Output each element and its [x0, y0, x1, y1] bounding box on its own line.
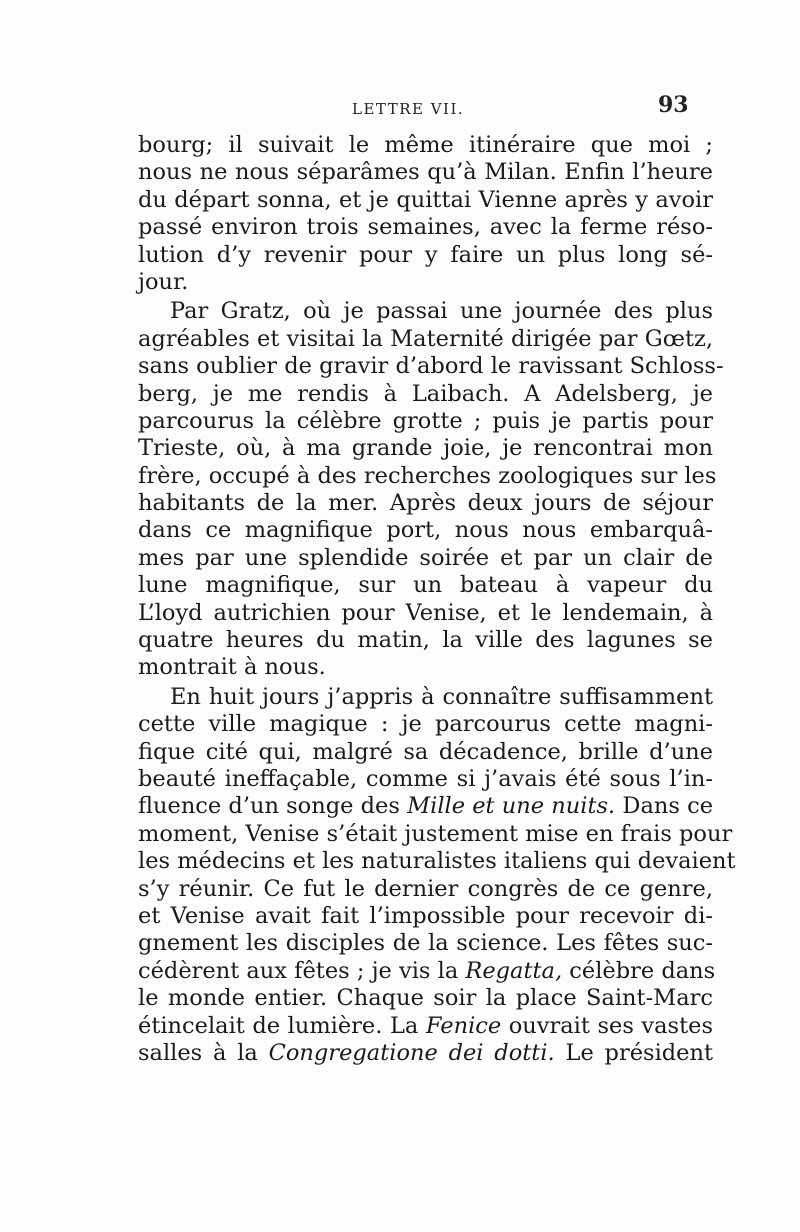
text-line: beauté ineffaçable, comme si j’avais été sous l’in- [138, 765, 713, 792]
text-line: le monde entier. Chaque soir la place Saint-Marc [138, 985, 713, 1012]
text-line: agréables et visitai la Maternité dirigée par Gœtz, [138, 325, 713, 352]
text-line [138, 1040, 713, 1067]
page-number: 93 [658, 92, 689, 118]
text-span: salles à la [138, 1039, 258, 1066]
text-line: passé environ trois semaines, avec la ferme réso- [138, 214, 713, 241]
text-line: du départ sonna, et je quittai Vienne après y avoir [138, 186, 713, 213]
text-line: fique cité qui, malgré sa décadence, brille d’une [138, 738, 713, 765]
text-line: moment, Venise s’était justement mise en frais pour [138, 820, 733, 847]
text-line: lune magnifique, sur un bateau à vapeur du [138, 572, 713, 599]
text-line: cette ville magique : je parcourus cette magni- [138, 711, 713, 738]
italic-title: Congregatione dei dotti. [268, 1039, 555, 1066]
text-line [138, 1013, 713, 1040]
running-head: LETTRE VII. [352, 100, 465, 118]
text-line: s’y réunir. Ce fut le dernier congrès de ce genre, [138, 875, 713, 902]
italic-title: Regatta, [465, 957, 563, 984]
text-line: Trieste, où, à ma grande joie, je rencontrai mon [138, 435, 713, 462]
text-line: En huit jours j’appris à connaître suffisamment [170, 683, 713, 710]
text-line: nous ne nous séparâmes qu’à Milan. Enfin l’heure [138, 159, 713, 186]
text-line: et Venise avait fait l’impossible pour recevoir di- [138, 902, 713, 929]
text-line: parcourus la célèbre grotte ; puis je partis pour [138, 407, 713, 434]
text-line: montrait à nous. [138, 654, 326, 681]
text-span: fluence d’un songe des [138, 793, 400, 820]
text-line: les médecins et les naturalistes italiens qui devaient [138, 848, 736, 875]
text-span: célèbre dans [569, 957, 716, 984]
text-line: jour. [138, 268, 189, 295]
text-span: Le président [565, 1039, 714, 1066]
text-line: dans ce magnifique port, nous nous embarquâ- [138, 517, 713, 544]
text-line: mes par une splendide soirée et par un clair de [138, 544, 713, 571]
text-line: quatre heures du matin, la ville des lagunes se [138, 627, 713, 654]
text-span: cédèrent aux fêtes ; je vis la [138, 957, 459, 984]
text-line: gnement les disciples de la science. Les fêtes suc- [138, 930, 713, 957]
text-line [138, 793, 713, 820]
text-line: sans oublier de gravir d’abord le ravissant Schloss- [138, 353, 724, 380]
italic-title: Fenice [425, 1012, 502, 1039]
text-line: L’loyd autrichien pour Venise, et le lendemain, à [138, 599, 713, 626]
text-line [138, 957, 716, 985]
text-line: bourg; il suivait le même itinéraire que moi ; [138, 132, 713, 158]
text-line: Par Gratz, où je passai une journée des plus [170, 298, 713, 325]
italic-title: Mille et une nuits. [407, 793, 616, 820]
text-line: berg, je me rendis à Laibach. A Adelsberg, je [138, 380, 713, 407]
text-span: ouvrait ses vastes [508, 1012, 713, 1039]
text-span: Dans ce [622, 793, 714, 820]
text-line: habitants de la mer. Après deux jours de séjour [138, 490, 713, 517]
text-span: étincelait de lumière. La [138, 1012, 419, 1039]
text-line: frère, occupé à des recherches zoologiques sur les [138, 462, 717, 489]
body-text [138, 132, 736, 1067]
text-line: lution d’y revenir pour y faire un plus long sé- [138, 241, 713, 268]
